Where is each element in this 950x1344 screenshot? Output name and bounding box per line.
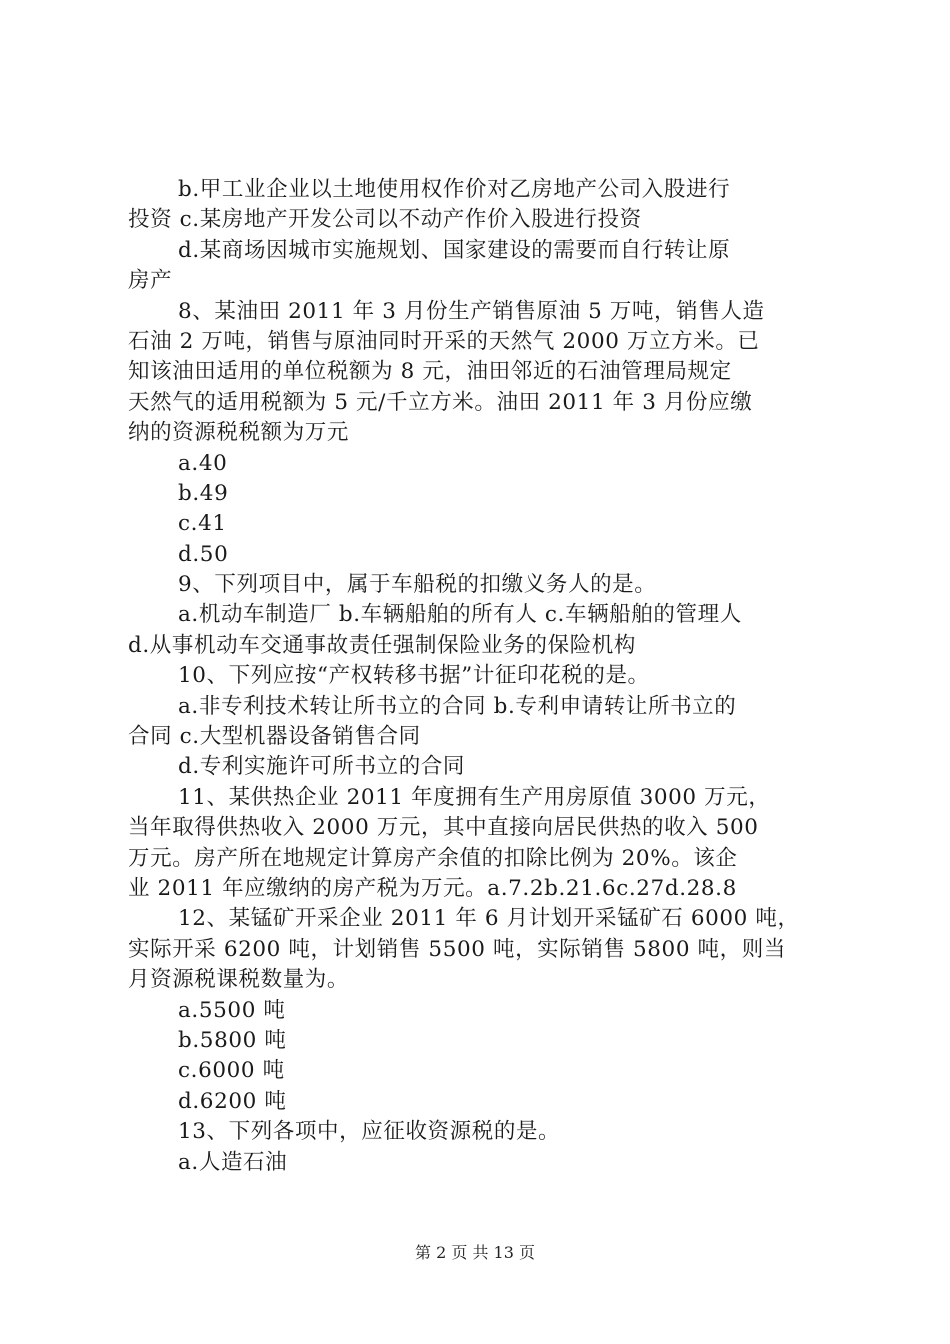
document-body	[128, 175, 838, 1178]
text-line: d.某商场因城市实施规划、国家建设的需要而自行转让原	[178, 237, 731, 263]
text-line: 合同 c.大型机器设备销售合同	[128, 724, 421, 750]
text-line: 天然气的适用税额为 5 元/千立方米。油田 2011 年 3 月份应缴	[128, 389, 753, 415]
text-line: c.41	[178, 511, 227, 537]
text-line: 房产	[128, 268, 173, 294]
text-line: 实际开采 6200 吨，计划销售 5500 吨，实际销售 5800 吨，则当	[128, 936, 786, 962]
text-line: d.从事机动车交通事故责任强制保险业务的保险机构	[128, 632, 636, 658]
text-line: 10、下列应按“产权转移书据”计征印花税的是。	[178, 663, 650, 689]
text-line: 8、某油田 2011 年 3 月份生产销售原油 5 万吨，销售人造	[178, 298, 765, 324]
text-line: b.49	[178, 480, 229, 506]
text-line: 纳的资源税税额为万元	[128, 420, 350, 446]
text-line: a.机动车制造厂 b.车辆船舶的所有人 c.车辆船舶的管理人	[178, 602, 742, 628]
text-line: a.40	[178, 450, 228, 476]
text-line: a.非专利技术转让所书立的合同 b.专利申请转让所书立的	[178, 693, 737, 719]
text-line: b.5800 吨	[178, 1027, 287, 1053]
text-line: c.6000 吨	[178, 1058, 285, 1084]
text-line: d.50	[178, 541, 229, 567]
text-line: 13、下列各项中，应征收资源税的是。	[178, 1119, 561, 1145]
text-line: 万元。房产所在地规定计算房产余值的扣除比例为 20%。该企	[128, 845, 738, 871]
text-line: d.6200 吨	[178, 1088, 287, 1114]
text-line: 当年取得供热收入 2000 万元，其中直接向居民供热的收入 500	[128, 815, 759, 841]
text-line: 12、某锰矿开采企业 2011 年 6 月计划开采锰矿石 6000 吨，	[178, 906, 800, 932]
text-line: a.人造石油	[178, 1149, 288, 1175]
page-footer: 第 2 页 共 13 页	[415, 1243, 535, 1262]
text-line: a.5500 吨	[178, 997, 286, 1023]
text-line: 知该油田适用的单位税额为 8 元，油田邻近的石油管理局规定	[128, 359, 732, 385]
text-line: d.专利实施许可所书立的合同	[178, 754, 465, 780]
text-line: 11、某供热企业 2011 年度拥有生产用房原值 3000 万元，	[178, 784, 771, 810]
text-line: b.甲工业企业以土地使用权作价对乙房地产公司入股进行	[178, 177, 731, 202]
text-line: 投资 c.某房地产开发公司以不动产作价入股进行投资	[128, 207, 642, 233]
text-line: 月资源税课税数量为。	[128, 967, 350, 993]
text-line: 9、下列项目中，属于车船税的扣缴义务人的是。	[178, 572, 657, 598]
text-line: 石油 2 万吨，销售与原油同时开采的天然气 2000 万立方米。已	[128, 328, 760, 354]
text-line: 业 2011 年应缴纳的房产税为万元。a.7.2b.21.6c.27d.28.8	[128, 875, 737, 901]
